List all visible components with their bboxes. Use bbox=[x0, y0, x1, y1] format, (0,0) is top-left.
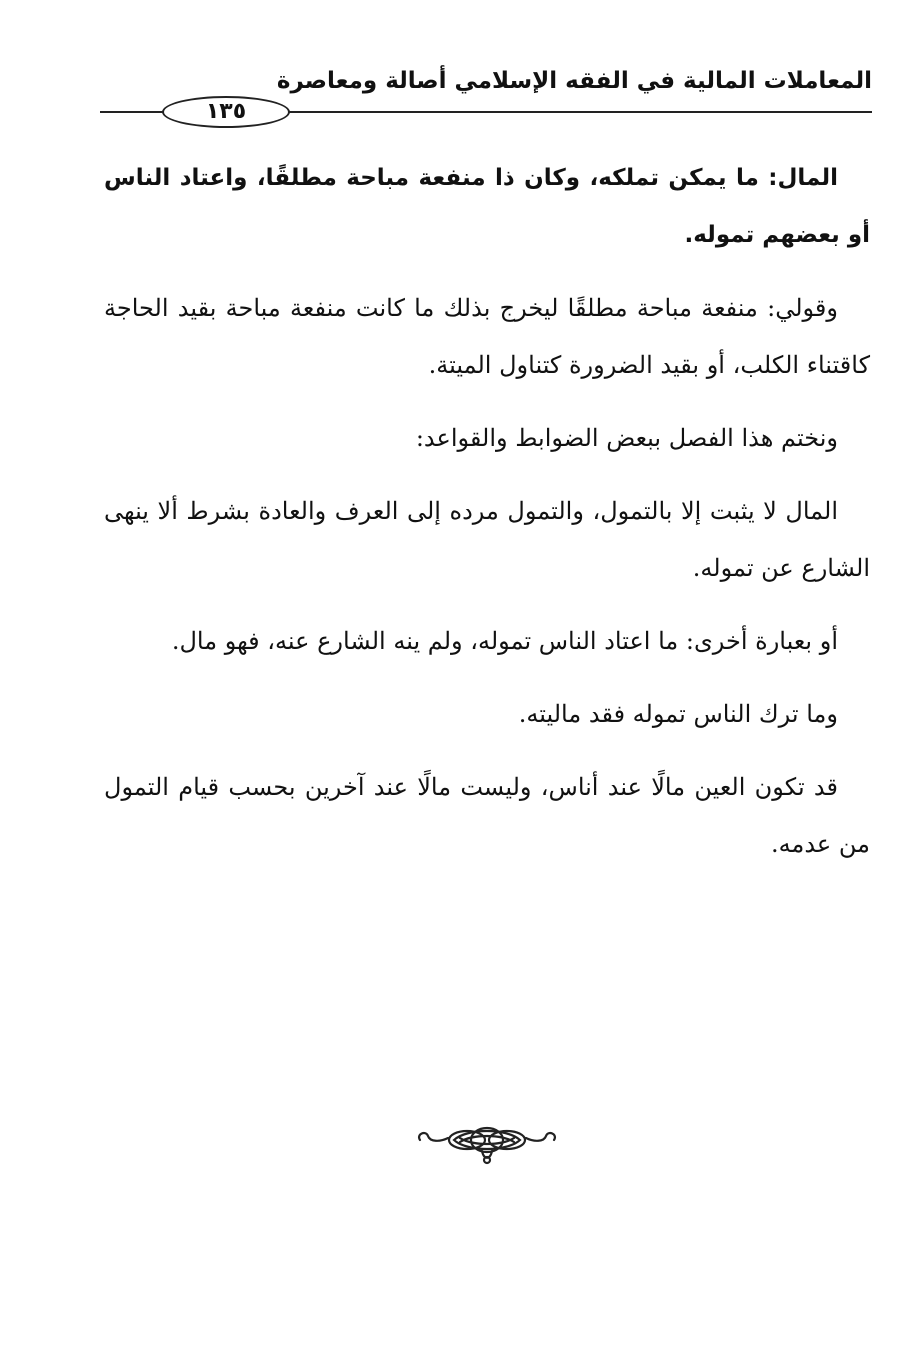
body-paragraph: المال لا يثبت إلا بالتمول، والتمول مرده إلى العرف والعادة بشرط ألا ينهى الشارع عن تموله. bbox=[104, 497, 870, 582]
page-number: ١٣٥ bbox=[205, 99, 247, 124]
book-title: المعاملات المالية في الفقه الإسلامي أصالة ومعاصرة bbox=[276, 68, 872, 94]
page-header bbox=[100, 66, 872, 124]
end-of-section-ornament-icon bbox=[412, 1120, 562, 1166]
definition-paragraph: المال: ما يمكن تملكه، وكان ذا منفعة مباحة مطلقًا، واعتاد الناس أو بعضهم تموله. bbox=[104, 165, 870, 248]
body-paragraph: ونختم هذا الفصل ببعض الضوابط والقواعد: bbox=[415, 424, 838, 452]
body-paragraph: أو بعبارة أخرى: ما اعتاد الناس تموله، ولم ينه الشارع عنه، فهو مال. bbox=[171, 627, 838, 655]
body-paragraph: وما ترك الناس تموله فقد ماليته. bbox=[518, 700, 838, 728]
body-paragraph: قد تكون العين مالًا عند أناس، وليست مالًا عند آخرين بحسب قيام التمول من عدمه. bbox=[104, 773, 870, 858]
page-body bbox=[104, 150, 870, 889]
page-number-badge bbox=[162, 96, 290, 128]
body-paragraph: وقولي: منفعة مباحة مطلقًا ليخرج بذلك ما كانت منفعة مباحة بقيد الحاجة كاقتناء الكلب، أو بقيد الضرورة كتناول الميتة. bbox=[104, 294, 870, 379]
